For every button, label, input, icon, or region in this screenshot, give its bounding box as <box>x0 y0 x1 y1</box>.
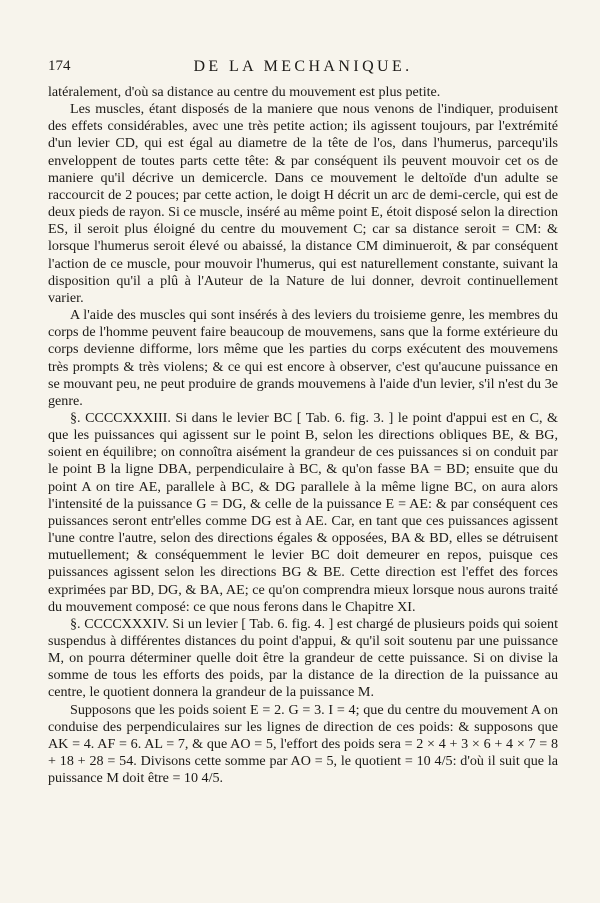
body-text <box>48 84 558 787</box>
paragraph-third-genre: A l'aide des muscles qui sont insérés à des leviers du troisieme genre, les membres du corps de l'homme peuvent faire beaucoup de mouvemens, sans que la forme extérieure du corps devienne difforme, lors même que les parties du corps exécutent des mouvemens très prompts & très violens; & ce qui est encore à observer, c'est qu'aucune puissance en se mouvant peu, ne peut produire de grands mouvemens à l'aide d'un levier, s'il n'est du 3e genre. <box>48 307 558 409</box>
section-ccccxxxiii: §. CCCCXXXIII. Si dans le levier BC [ Tab. 6. fig. 3. ] le point d'appui est en C, & que les puissances qui agissent sur le point B, selon les directions obliques BE, & BG, soient en équilibre; on connoîtra aisément la grandeur de ces puissances si on conduit par le point B la ligne DBA, perpendiculaire à BC, & qu'on fasse BA = BD; ensuite que du point A on tire AE, parallele à BC, & DG parallele à la même ligne BC, on aura alors l'intensité de la puissance G = DG, & celle de la puissance E = AE: & par conséquent ces puissances seront entr'elles comme DG est à AE. Car, en tant que ces puissances agissent l'une contre l'autre, selon des directions égales & opposées, BA & BD, elles se détruisent mutuellement; & conséquemment le levier BC doit demeurer en repos, puisque ces puissances agissent selon les directions BG & BE. Cette direction est l'effet des forces exprimées par BD, DG, & BA, AE; ce qu'on comprendra mieux lorsque nous aurons traité du mouvement composé: ce que nous ferons dans le Chapitre XI. <box>48 409 558 615</box>
paragraph-muscles: Les muscles, étant disposés de la maniere que nous venons de l'indiquer, produisent des effets considérables, avec une très petite action; ils agissent toujours, par l'extrémité d'un levier CD, qui est égal au diametre de la tête de l'os, dans l'humerus, parcequ'ils enveloppent de toutes parts cette tête: & par conséquent ils peuvent mouvoir cet os de maniere qu'il décrive un demicercle. Dans ce mouvement le deltoïde d'un adulte se raccourcit de 2 pouces; par cette action, le doigt H décrit un arc de demi-cercle, qui est de deux pieds de rayon. Si ce muscle, inséré au même point E, étoit disposé selon la direction ES, il seroit plus éloigné du centre du mouvement C; car sa distance seroit = CM: & lorsque l'humerus seroit élevé ou abaissé, la distance CM diminueroit, & par conséquent l'action de ce muscle, pour mouvoir l'humerus, qui est naturellement constante, suivant la disposition qu'il a plû à l'Auteur de la Nature de lui donner, devroit continuellement varier. <box>48 101 558 306</box>
section-ccccxxxiv: §. CCCCXXXIV. Si un levier [ Tab. 6. fig. 4. ] est chargé de plusieurs poids qui soient suspendus à différentes distances du point d'appui, & qu'il soit soutenu par une puissance M, on pourra déterminer quelle doit être la grandeur de cette puissance. Si on divise la somme de tous les efforts des poids, par la distance de la direction de la puissance au centre, le quotient donnera la grandeur de la puissance M. <box>48 615 558 701</box>
page-number: 174 <box>48 58 71 74</box>
paragraph-example: Supposons que les poids soient E = 2. G = 3. I = 4; que du centre du mouvement A on conduise des perpendiculaires sur les lignes de direction de ces poids: & supposons que AK = 4. AF = 6. AL = 7, & que AO = 5, l'effort des poids sera = 2 × 4 + 3 × 6 + 4 × 7 = 8 + 18 + 28 = 54. Divisons cette somme par AO = 5, le quotient = 10 4/5: d'où il suit que la puissance M doit être = 10 4/5. <box>48 701 558 787</box>
running-title: DE LA MECHANIQUE. <box>193 58 413 75</box>
paragraph-continuation: latéralement, d'où sa distance au centre du mouvement est plus petite. <box>48 84 441 100</box>
page-header <box>48 58 558 84</box>
